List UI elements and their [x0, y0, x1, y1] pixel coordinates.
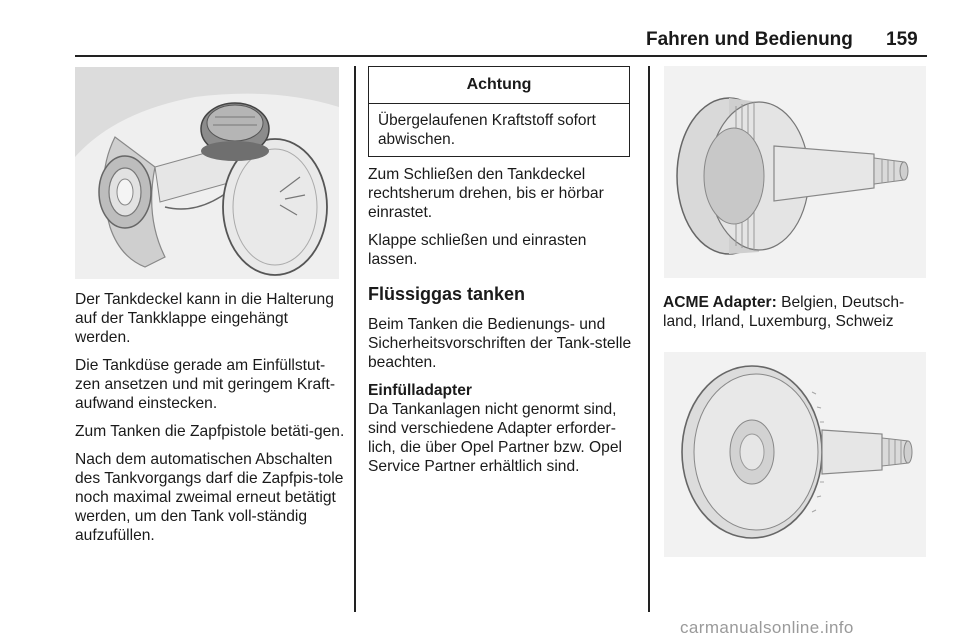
column-divider-right	[648, 66, 650, 612]
sub-text: Da Tankanlagen nicht genormt sind, sind verschiedene Adapter erforder-lich, die über Opel Partner bzw. Opel Service Partner erhältlich sind.	[368, 401, 622, 475]
fuel-filler-figure	[75, 67, 339, 279]
paragraph: Zum Tanken die Zapfpistole betäti-gen.	[75, 423, 345, 440]
acme-adapter-figure	[664, 66, 926, 278]
left-column	[75, 290, 345, 554]
paragraph: Der Tankdeckel kann in die Halterung auf der Tankklappe eingehängt werden.	[75, 291, 334, 346]
caption-label: ACME Adapter:	[663, 294, 777, 311]
page-title: Fahren und Bedienung	[646, 29, 853, 50]
second-adapter-figure	[664, 352, 926, 557]
fuel-filler-illustration	[75, 67, 339, 279]
warning-text: Übergelaufenen Kraftstoff sofort abwischen.	[378, 112, 596, 148]
header-rule	[75, 55, 927, 57]
right-column	[663, 293, 923, 340]
paragraph: Nach dem automatischen Abschalten des Tankvorgangs darf die Zapfpis-tole noch maximal zweimal erneut betätigt werden, um den Tank voll-ständig aufzufüllen.	[75, 451, 344, 544]
section-text: Beim Tanken die Bedienungs- und Sicherheitsvorschriften der Tank-stelle beachten.	[368, 316, 632, 371]
page-number: 159	[886, 29, 918, 50]
warning-title: Achtung	[369, 67, 629, 104]
caption-text: Belgien, Deutsch-land, Irland, Luxemburg, Schweiz	[663, 294, 905, 330]
middle-column	[368, 165, 638, 485]
paragraph: Klappe schließen und einrasten lassen.	[368, 232, 587, 268]
second-adapter-illustration	[664, 352, 926, 557]
paragraph: Zum Schließen den Tankdeckel rechtsherum drehen, bis er hörbar einrastet.	[368, 166, 604, 221]
section-heading: Flüssiggas tanken	[368, 284, 526, 304]
paragraph: Die Tankdüse gerade am Einfüllstut-zen ansetzen und mit geringem Kraft-aufwand einstecken.	[75, 357, 336, 412]
column-divider-left	[354, 66, 356, 612]
page-header	[0, 0, 960, 60]
figure-caption	[663, 293, 923, 331]
acme-adapter-illustration	[664, 66, 926, 278]
sub-heading: Einfülladapter	[368, 382, 472, 399]
warning-box	[368, 66, 630, 157]
watermark: carmanualsonline.info	[680, 618, 854, 637]
